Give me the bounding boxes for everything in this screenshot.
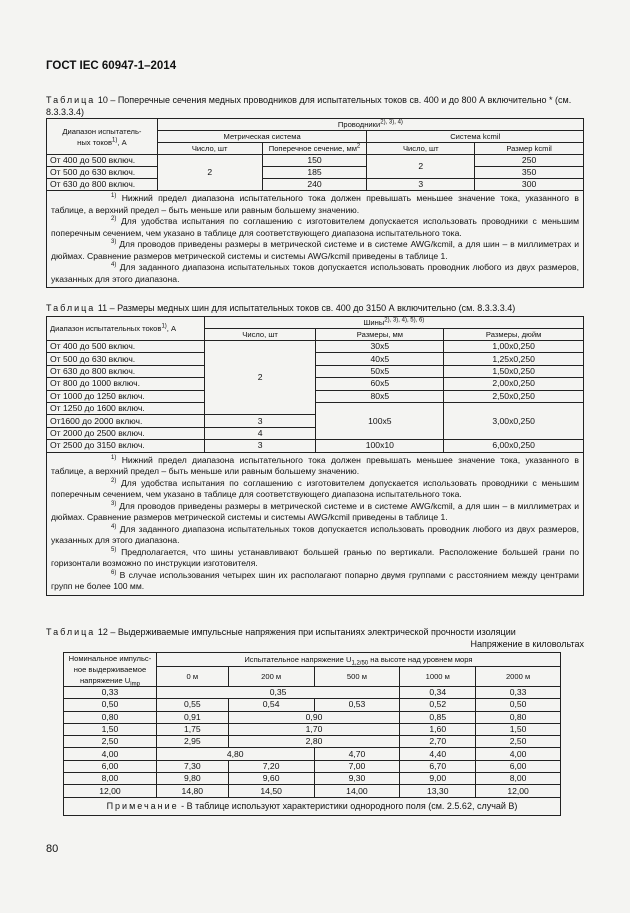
altitude-2000: 2000 м [476, 667, 561, 687]
table11-bars-header: Шины$^{2), 3), 4), 5), 6)}$ [204, 317, 583, 329]
table-row: 12,00 14,80 14,50 14,00 13,30 12,00 [64, 785, 561, 797]
table-row: От1600 до 2000 включ. 3 [47, 415, 584, 427]
table10-kcmil-header: Система kcmil [367, 131, 584, 143]
table11-count-header: Число, шт [204, 329, 316, 341]
table11 [46, 316, 584, 596]
table-row: От 1250 до 1600 включ. 100x5 3,00x0,250 [47, 402, 584, 414]
table10-caption: Таблица 10 – Поперечные сечения медных проводников для испытательных токов св. 400 и до 800 А включительно * (см. 8.3.3.3.4) [46, 95, 572, 117]
table-row: От 500 до 630 включ. 40x5 1,25x0,250 [47, 353, 584, 365]
table-row: От 400 до 500 включ. 2 30x5 1,00x0,250 [47, 341, 584, 353]
table11-mm-header: Размеры, мм [316, 329, 444, 341]
document-header: ГОСТ IEC 60947-1–2014 [46, 60, 177, 72]
footnote: $^{4)}$ Для заданного диапазона испытательных токов допускается использовать проводник любого из двух размеров, указанных для этого диапазона. [51, 262, 579, 284]
table-row: От 2000 до 2500 включ. 4 [47, 427, 584, 439]
table10-count2-header: Число, шт [367, 143, 475, 155]
footnote: $^{3)}$ Для проводов приведены размеры в метрической системе и в системе AWG/kcmil, а для шин – в миллиметрах и дюймах. Сравнение размеров метрической системы и системы AWG/kcmil приведены в таблице 1. [51, 500, 579, 523]
footnote: $^{5)}$ Предполагается, что шины устанавливают большей гранью по вертикали. Расположение большей грани по горизонтали возможно по инструкции изготовителя. [51, 546, 579, 569]
table12-note: Примечание - В таблице используют характеристики однородного поля (см. 2.5.62, случай В) [64, 797, 561, 815]
table-row: 1,50 1,75 1,70 1,60 1,50 [64, 723, 561, 735]
table10-kcount-merged: 2 [367, 155, 475, 179]
table11-caption: Таблица 11 – Размеры медных шин для испытательных токов св. 400 до 3150 А включительно (см. 8.3.3.3.4) [46, 303, 516, 313]
table12-test-header: Испытательное напряжение $U_{1,2/50}$ на высоте над уровнем моря [156, 653, 560, 667]
table-row: От 1000 до 1250 включ. 80x5 2,50x0,250 [47, 390, 584, 402]
footnote: $^{2)}$ Для удобства испытания по соглашению с изготовителем допускается использовать проводники с меньшим поперечным сечением, чем указано в таблице для соответствующего диапазона испытательного тока. [51, 477, 579, 500]
altitude-500: 500 м [314, 667, 400, 687]
altitude-1000: 1000 м [400, 667, 476, 687]
footnote: $^{4)}$ Для заданного диапазона испытательных токов допускается использовать проводник любого из двух размеров, указанных для этого диапазона. [51, 523, 579, 546]
table-row: 2,50 2,95 2,80 2,70 2,50 [64, 736, 561, 748]
footnote: $^{6)}$ В случае использования четырех шин их располагают попарно двумя группами с расстоянием между центрами групп не более 100 мм. [51, 569, 579, 592]
table-row: От 500 до 630 включ. 185 350 [47, 167, 584, 179]
table10-size-header: Размер kcmil [475, 143, 584, 155]
table11-mm-merged: 100x5 [316, 402, 444, 439]
table-row: 4,00 4,80 4,70 4,40 4,00 [64, 748, 561, 760]
table10-range-header: Диапазон испытатель- ных токов$^{1)}$, А [47, 119, 158, 155]
table-row: 6,00 7,30 7,20 7,00 6,70 6,00 [64, 760, 561, 772]
table11-in-header: Размеры, дюйм [444, 329, 584, 341]
altitude-200: 200 м [228, 667, 314, 687]
table10 [46, 118, 584, 288]
page-number: 80 [46, 843, 59, 855]
table12 [63, 652, 561, 816]
altitude-0: 0 м [156, 667, 228, 687]
table10-conductors-header: Проводники$^{2), 3), 4)}$ [157, 119, 583, 131]
table11-range-header: Диапазон испытательных токов$^{1)}$, А [47, 317, 205, 341]
table-row: 8,00 9,80 9,60 9,30 9,00 8,00 [64, 773, 561, 785]
table-row: От 400 до 500 включ. 2 150 2 250 [47, 155, 584, 167]
table10-count-merged: 2 [157, 155, 262, 191]
table11-in-merged: 3,00x0,250 [444, 402, 584, 439]
table12-unit-note: Напряжение в киловольтах [470, 639, 584, 649]
table11-notes [47, 452, 584, 595]
table10-metric-header: Метрическая система [157, 131, 367, 143]
table10-notes [47, 191, 584, 288]
footnote: $^{2)}$ Для удобства испытания по соглашению с изготовителем допускается использовать проводники с меньшим поперечным сечением, чем указано в таблице для соответствующего диапазона испытательного тока. [51, 216, 579, 238]
table-row: 0,50 0,55 0,54 0,53 0,52 0,50 [64, 699, 561, 711]
table-row: От 800 до 1000 включ. 60x5 2,00x0,250 [47, 378, 584, 390]
table-row: 0,33 0,35 0,34 0,33 [64, 687, 561, 699]
table-row: 0,80 0,91 0,90 0,85 0,80 [64, 711, 561, 723]
table10-count-header: Число, шт [157, 143, 262, 155]
table11-count-merged: 2 [204, 341, 316, 415]
footnote: $^{1)}$ Нижний предел диапазона испытательного тока должен превышать меньшее значение тока, указанного в таблице, а верхний предел – быть меньше или равным большему значению. [51, 454, 580, 477]
footnote: $^{3)}$ Для проводов приведены размеры в метрической системе и в системе AWG/kcmil, а для шин – в миллиметрах и дюймах. Сравнение размеров метрической системы и системы AWG/kcmil приведены в таблице 1. [51, 239, 579, 261]
table-row: От 630 до 800 включ. 240 3 300 [47, 179, 584, 191]
table12-caption: Таблица 12 – Выдерживаемые импульсные напряжения при испытаниях электрической прочности изоляции [46, 627, 516, 637]
table10-section-header: Поперечное сечение, $мм^2$ [262, 143, 367, 155]
footnote: $^{1)}$ Нижний предел диапазона испытательного тока должен превышать меньшее значение тока, указанного в таблице, а верхний предел – быть меньше или равным большему значению. [51, 193, 580, 215]
table-row: От 2500 до 3150 включ. 3 100x10 6,00x0,250 [47, 440, 584, 452]
table-row: От 630 до 800 включ. 50x5 1,50x0,250 [47, 365, 584, 377]
table12-nominal-header: Номинальное импульс- ное выдерживаемое напряжение $U_{imp}$ [64, 653, 157, 687]
